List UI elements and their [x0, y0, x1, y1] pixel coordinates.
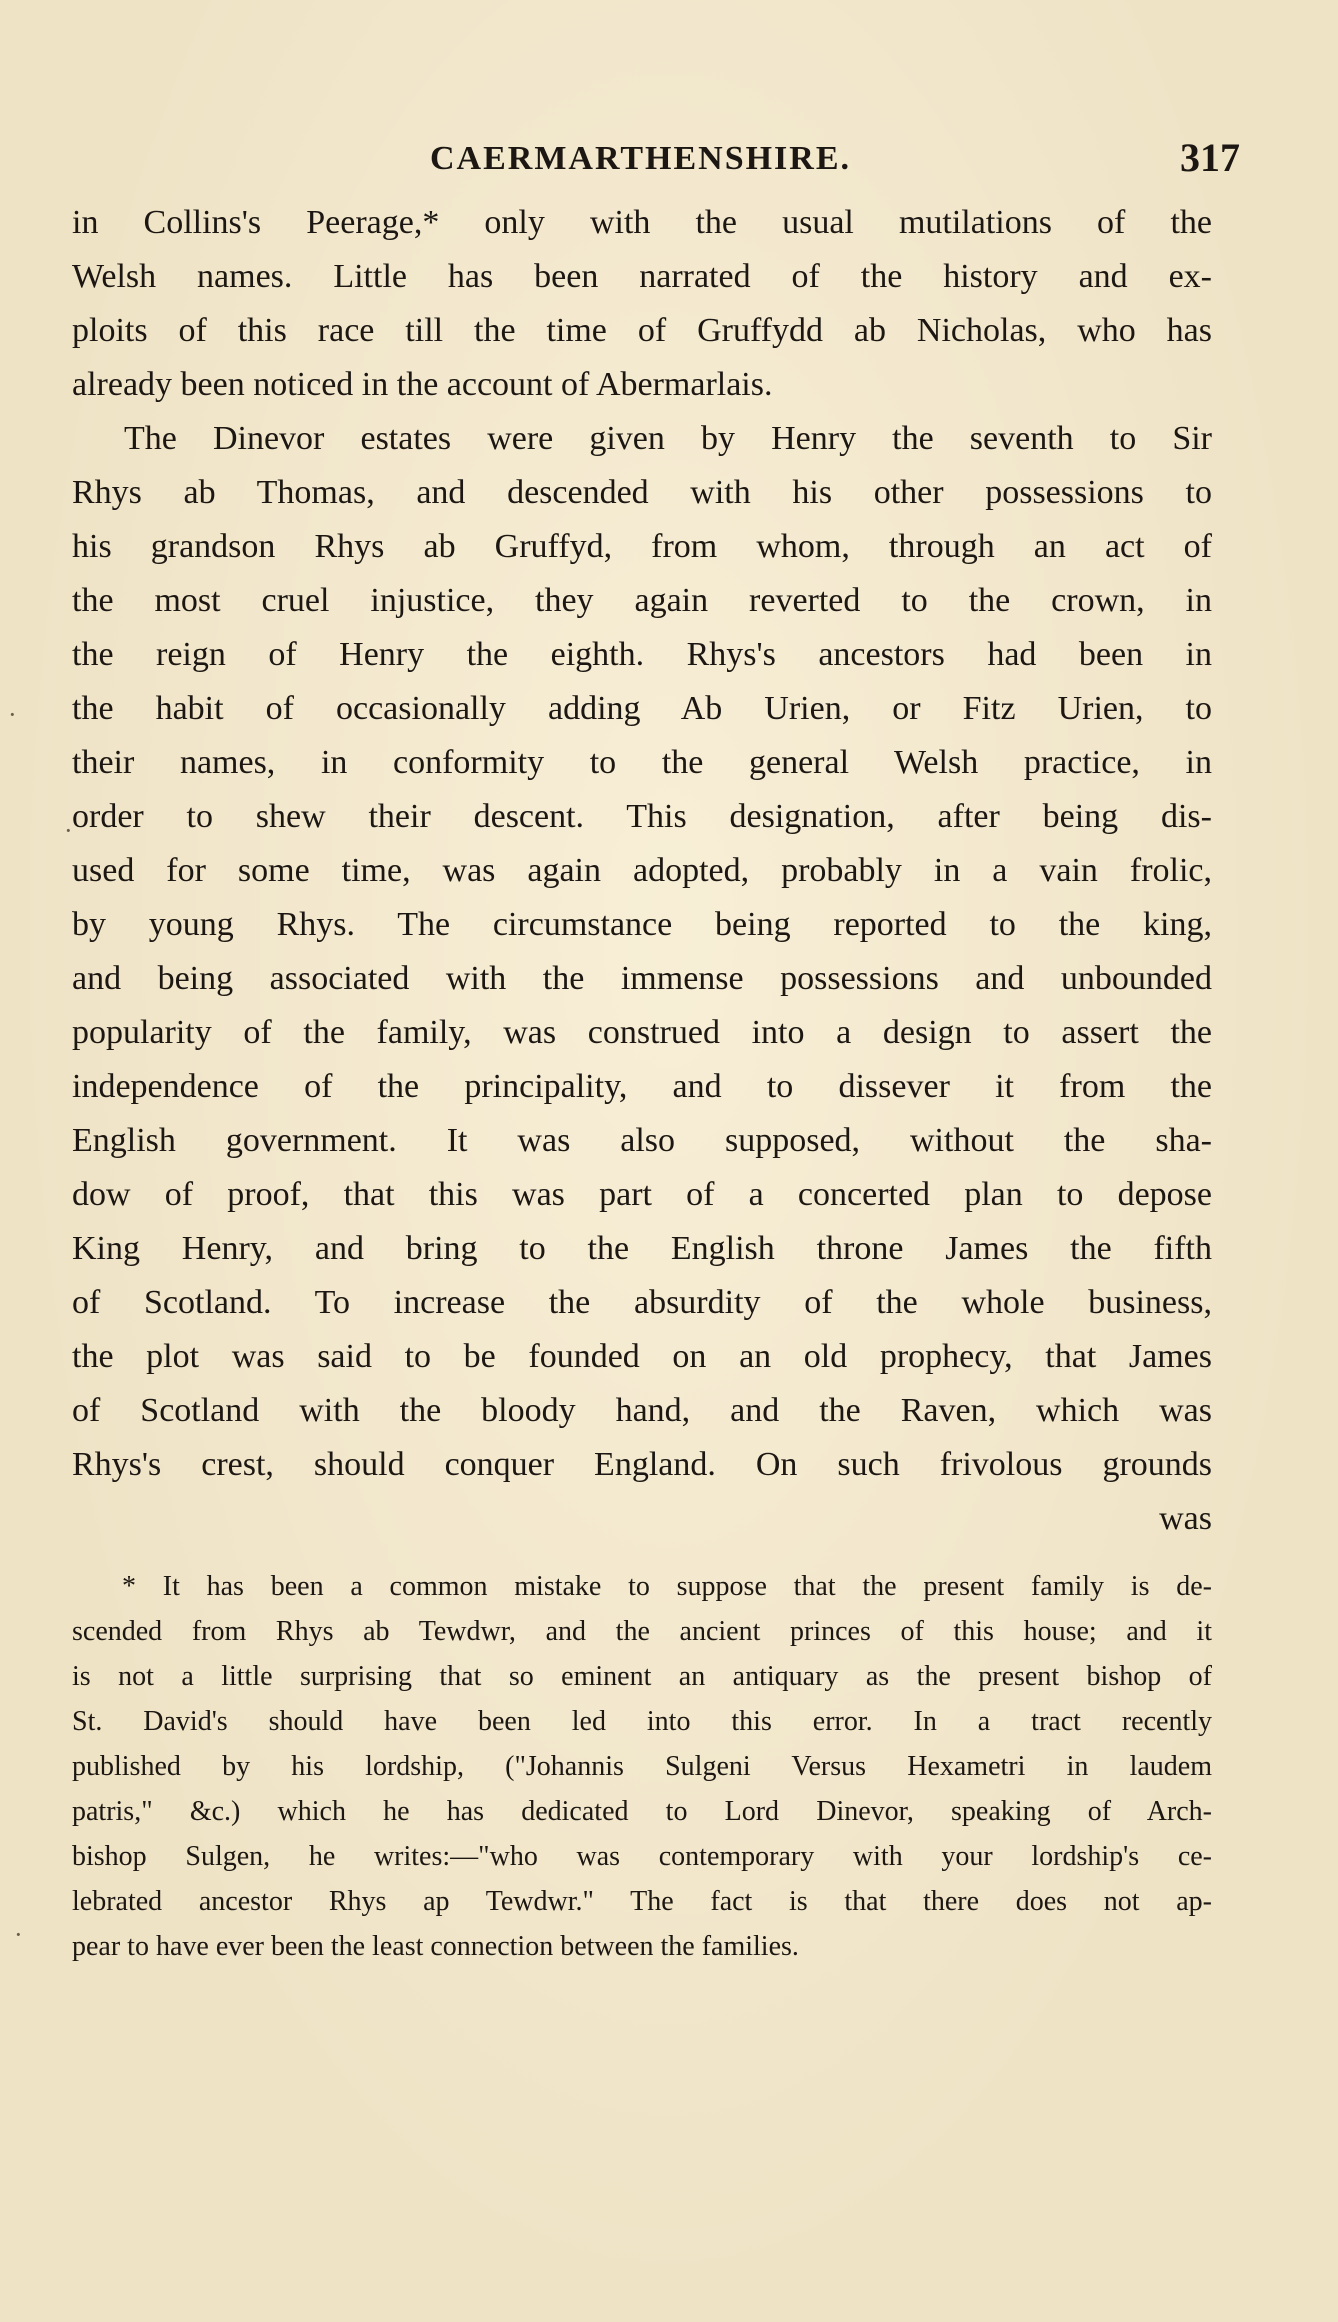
text-line: dow of proof, that this was part of a concerted plan to depose — [72, 1176, 1212, 1213]
text-line: popularity of the family, was construed into a design to assert the — [72, 1014, 1212, 1051]
catchword: was — [1159, 1500, 1212, 1537]
page-number: 317 — [1180, 135, 1240, 180]
text-line: their names, in conformity to the general Welsh practice, in — [72, 744, 1212, 781]
margin-speck: · — [8, 700, 17, 729]
main-text — [72, 196, 1212, 1546]
footnote-line: lebrated ancestor Rhys ap Tewdwr." The fact is that there does not ap- — [72, 1886, 1212, 1917]
text-line: King Henry, and bring to the English throne James the fifth — [72, 1230, 1212, 1267]
text-line: of Scotland. To increase the absurdity of the whole business, — [72, 1284, 1212, 1321]
text-line: of Scotland with the bloody hand, and the Raven, which was — [72, 1392, 1212, 1429]
text-line: the reign of Henry the eighth. Rhys's ancestors had been in — [72, 636, 1212, 673]
footnote-line: * It has been a common mistake to suppose that the present family is de- — [122, 1571, 1212, 1602]
text-line: ploits of this race till the time of Gruffydd ab Nicholas, who has — [72, 312, 1212, 349]
footnote-line: is not a little surprising that so eminent an antiquary as the present bishop of — [72, 1661, 1212, 1692]
footnote-line: pear to have ever been the least connection between the families. — [72, 1931, 799, 1962]
footnote — [72, 1564, 1212, 1969]
text-line: and being associated with the immense possessions and unbounded — [72, 960, 1212, 997]
footnote-line: patris," &c.) which he has dedicated to Lord Dinevor, speaking of Arch- — [72, 1796, 1212, 1827]
text-line: already been noticed in the account of Abermarlais. — [72, 366, 773, 403]
text-line: English government. It was also supposed, without the sha- — [72, 1122, 1212, 1159]
text-line: Rhys ab Thomas, and descended with his other possessions to — [72, 474, 1212, 511]
margin-speck: · — [64, 816, 73, 845]
text-line: the habit of occasionally adding Ab Urien, or Fitz Urien, to — [72, 690, 1212, 727]
text-line: his grandson Rhys ab Gruffyd, from whom, through an act of — [72, 528, 1212, 565]
footnote-line: St. David's should have been led into this error. In a tract recently — [72, 1706, 1212, 1737]
running-head: CAERMARTHENSHIRE. — [430, 140, 852, 177]
text-line: order to shew their descent. This designation, after being dis- — [72, 798, 1212, 835]
text-line: independence of the principality, and to dissever it from the — [72, 1068, 1212, 1105]
text-line: the plot was said to be founded on an old prophecy, that James — [72, 1338, 1212, 1375]
footnote-line: bishop Sulgen, he writes:—"who was contemporary with your lordship's ce- — [72, 1841, 1212, 1872]
text-line: Rhys's crest, should conquer England. On such frivolous grounds — [72, 1446, 1212, 1483]
margin-speck: · — [14, 1920, 23, 1949]
text-line: by young Rhys. The circumstance being reported to the king, — [72, 906, 1212, 943]
text-line: Welsh names. Little has been narrated of the history and ex- — [72, 258, 1212, 295]
footnote-line: published by his lordship, ("Johannis Sulgeni Versus Hexametri in laudem — [72, 1751, 1212, 1782]
text-line: The Dinevor estates were given by Henry the seventh to Sir — [124, 420, 1212, 457]
text-line: in Collins's Peerage,* only with the usual mutilations of the — [72, 204, 1212, 241]
text-line: the most cruel injustice, they again reverted to the crown, in — [72, 582, 1212, 619]
text-line: used for some time, was again adopted, probably in a vain frolic, — [72, 852, 1212, 889]
footnote-line: scended from Rhys ab Tewdwr, and the ancient princes of this house; and it — [72, 1616, 1212, 1647]
